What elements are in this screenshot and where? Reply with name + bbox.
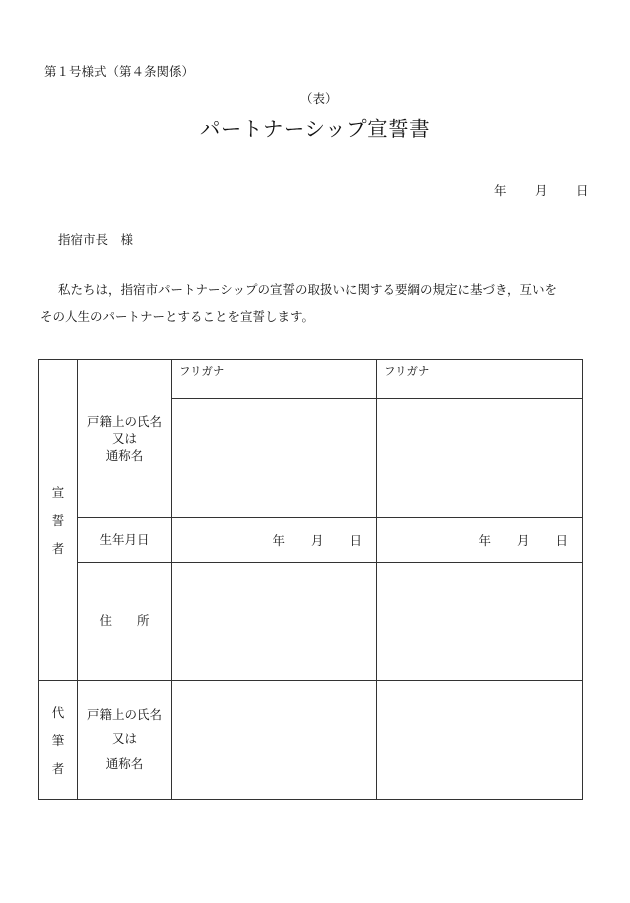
- proxy-char-1: 代: [51, 705, 65, 720]
- furigana-label-1: フリガナ: [179, 364, 225, 378]
- addressee: 指宿市長 様: [58, 232, 134, 247]
- side-label: （表）: [300, 91, 338, 106]
- name-field-person-2[interactable]: [377, 399, 583, 518]
- proxy-name-label-line-1: 戸籍上の氏名: [86, 707, 162, 722]
- proxy-name-label-line-2: 又は: [111, 731, 137, 747]
- name-label-line-2: 又は: [111, 430, 137, 446]
- birth-label: 生年月日: [99, 531, 150, 547]
- document-title: パートナーシップ宣誓書: [199, 117, 431, 141]
- furigana-field-person-2[interactable]: [377, 360, 583, 399]
- birth-label-cell: [78, 518, 172, 563]
- birth-day-unit-1: 日: [349, 533, 362, 548]
- birth-field-person-1[interactable]: [172, 518, 377, 563]
- name-label-line-3: 通称名: [105, 447, 144, 463]
- declarant-char-1: 宣: [51, 485, 65, 500]
- name-label-line-1: 戸籍上の氏名: [86, 414, 162, 429]
- declaration-table: [38, 359, 583, 800]
- address-label: 住 所: [99, 613, 150, 629]
- furigana-field-person-1[interactable]: [172, 360, 377, 399]
- proxy-group-label: [39, 681, 78, 800]
- declarant-group-label: [39, 360, 78, 681]
- name-field-person-1[interactable]: [172, 399, 377, 518]
- declaration-text-line-2: その人生のパートナーとすることを宣誓します。: [40, 309, 315, 324]
- proxy-name-field-2[interactable]: [377, 681, 583, 800]
- proxy-name-label-line-3: 通称名: [105, 755, 144, 771]
- declaration-text-line-1: 私たちは，指宿市パートナーシップの宣誓の取扱いに関する要綱の規定に基づき，互いを: [58, 282, 558, 297]
- birth-year-unit-1: 年: [272, 533, 285, 548]
- address-field-person-2[interactable]: [377, 563, 583, 681]
- birth-year-unit-2: 年: [478, 533, 491, 548]
- birth-month-unit-1: 月: [310, 533, 324, 548]
- date-year-unit: 年: [494, 183, 507, 198]
- address-field-person-1[interactable]: [172, 563, 377, 681]
- birth-field-person-2[interactable]: [377, 518, 583, 563]
- proxy-char-3: 者: [51, 761, 65, 776]
- declarant-char-3: 者: [51, 541, 65, 556]
- address-label-cell: [78, 563, 172, 681]
- proxy-name-label-cell: [78, 681, 172, 800]
- proxy-name-field-1[interactable]: [172, 681, 377, 800]
- proxy-char-2: 筆: [51, 733, 65, 748]
- date-day-unit: 日: [576, 183, 589, 198]
- furigana-label-2: フリガナ: [384, 364, 430, 378]
- name-label-cell: [78, 360, 172, 518]
- form-number: 第１号様式（第４条関係）: [44, 64, 195, 79]
- birth-month-unit-2: 月: [516, 533, 530, 548]
- birth-day-unit-2: 日: [555, 533, 568, 548]
- declarant-char-2: 誓: [51, 513, 65, 528]
- date-month-unit: 月: [535, 183, 548, 198]
